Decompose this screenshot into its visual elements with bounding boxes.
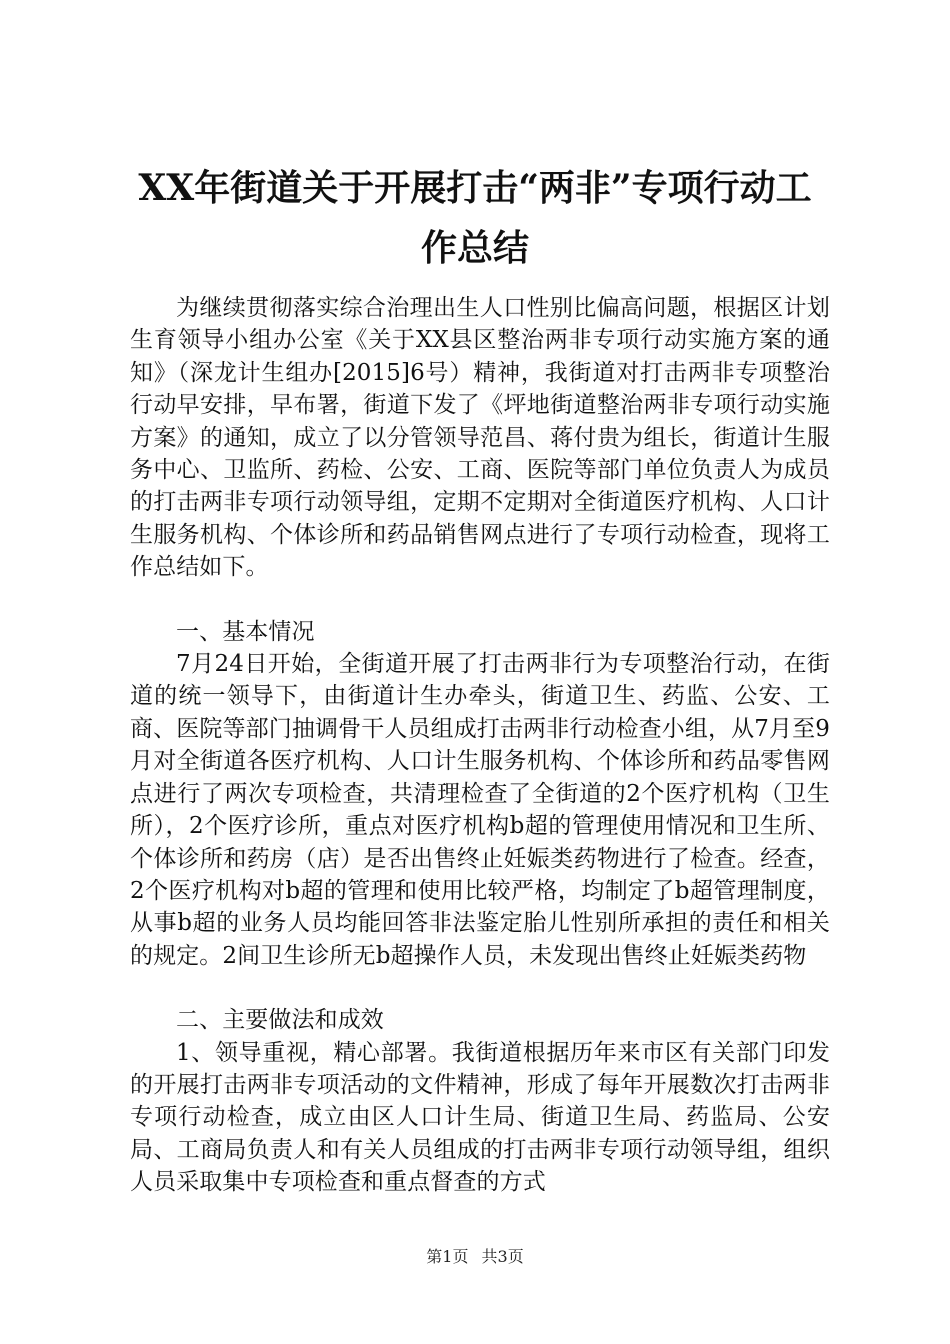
document-title-line-1: XX年街道关于开展打击“两非”专项行动工 <box>138 167 812 209</box>
section-2-paragraph: 1、领导重视，精心部署。我街道根据历年来市区有关部门印发的开展打击两非专项活动的文件精神，形成了每年开展数次打击两非专项行动检查，成立由区人口计生局、街道卫生局、药监局、公安局、工商局负责人和有关人员组成的打击两非专项行动领导组，组织人员采取集中专项检查和重点督查的方式 <box>130 1039 830 1196</box>
page-number: 第1页 <box>426 1247 469 1266</box>
document-body <box>130 292 830 1199</box>
document-title-line-2: 作总结 <box>420 227 529 269</box>
section-1-paragraph: 7月24日开始，全街道开展了打击两非行为专项整治行动，在街道的统一领导下，由街道计生办牵头，街道卫生、药监、公安、工商、医院等部门抽调骨干人员组成打击两非行动检查小组，从7月至9月对全街道各医疗机构、人口计生服务机构、个体诊所和药品零售网点进行了两次专项检查，共清理检查了全街道的2个医疗机构（卫生所），2个医疗诊所，重点对医疗机构b超的管理使用情况和卫生所、个体诊所和药房（店）是否出售终止妊娠类药物进行了检查。经查，2个医疗机构对b超的管理和使用比较严格，均制定了b超管理制度，从事b超的业务人员均能回答非法鉴定胎儿性别所承担的责任和相关的规定。2间卫生诊所无b超操作人员，未发现出售终止妊娠类药物 <box>130 651 830 969</box>
page-footer <box>0 1244 950 1267</box>
section-1-heading: 一、基本情况 <box>176 618 315 645</box>
paragraph-gap <box>130 972 830 1004</box>
section-2-heading: 二、主要做法和成效 <box>176 1007 384 1034</box>
page-total: 共3页 <box>481 1247 524 1266</box>
intro-paragraph: 为继续贯彻落实综合治理出生人口性别比偏高问题，根据区计划生育领导小组办公室《关于XX县区整治两非专项行动实施方案的通知》（深龙计生组办[2015]6号）精神，我街道对打击两非专项整治行动早安排，早布署，街道下发了《坪地街道整治两非专项行动实施方案》的通知，成立了以分管领导范昌、蒋付贵为组长，街道计生服务中心、卫监所、药检、公安、工商、医院等部门单位负责人为成员的打击两非专项行动领导组，定期不定期对全街道医疗机构、人口计生服务机构、个体诊所和药品销售网点进行了专项行动检查，现将工作总结如下。 <box>130 295 830 581</box>
paragraph-gap <box>130 584 830 616</box>
